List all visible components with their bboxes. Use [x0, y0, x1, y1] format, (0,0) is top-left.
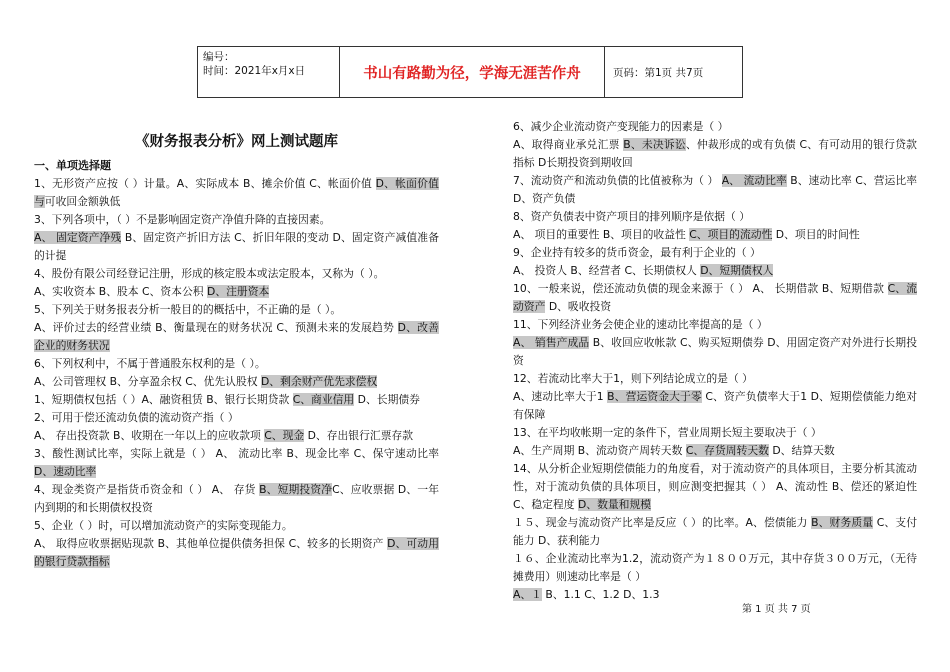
question-line [513, 424, 917, 442]
date-label: 时间：2021年x月x日 [203, 65, 306, 77]
highlighted-answer: D、短期债权人 [700, 264, 774, 277]
question-text: １５、现金与流动资产比率是反应（ ）的比率。A、偿债能力 [513, 516, 812, 529]
question-text: 1、无形资产应按（ ）计量。A、实际成本 B、摊余价值 C、帐面价值 [34, 177, 376, 190]
question-text: B、1.1 C、1.2 D、1.3 [541, 588, 660, 601]
question-line [34, 355, 439, 373]
question-text: A、评价过去的经营业绩 B、衡量现在的财务状况 C、预测未来的发展趋势 [34, 321, 398, 334]
question-text: D、项目的时间性 [772, 228, 860, 241]
question-line [513, 226, 917, 244]
question-text: A、生产周期 B、流动资产周转天数 [513, 444, 686, 457]
question-text: 5、下列关于财务报表分析一般目的的概括中，不正确的是（ ）。 [34, 303, 342, 316]
question-line [513, 136, 917, 172]
question-text: 2、可用于偿还流动负债的流动资产指（ ） [34, 411, 239, 424]
question-text: D、吸收投资 [545, 300, 612, 313]
header-table [197, 46, 743, 98]
question-line [513, 550, 917, 586]
section-heading: 一、单项选择题 [34, 159, 111, 172]
highlighted-answer: C、流动资产 [513, 282, 917, 313]
question-line [513, 586, 917, 604]
question-line [34, 409, 439, 427]
question-text: 10、一般来说，偿还流动负债的现金来源于（ ） A、 长期借款 B、短期借款 [513, 282, 888, 295]
question-line [513, 388, 917, 424]
document-title: 《财务报表分析》网上测试题库 [135, 134, 338, 150]
highlighted-answer: D、剩余财产优先求偿权 [260, 375, 378, 388]
question-line [513, 514, 917, 550]
highlighted-answer: D、改善企业的财务状况 [34, 321, 439, 352]
question-text: D、存出银行汇票存款 [304, 429, 414, 442]
question-line [34, 229, 439, 265]
question-line [34, 535, 439, 571]
question-text: A、 取得应收票据贴现款 B、其他单位提供债务担保 C、较多的长期资产 [34, 537, 388, 550]
question-text: C、支付能力 D、获利能力 [513, 516, 917, 547]
question-line [513, 172, 917, 208]
question-line [513, 280, 917, 316]
highlighted-answer: C、存货周转天数 [685, 444, 769, 457]
question-text: B、固定资产折旧方法 C、折旧年限的变动 D、固定资产减值准备的计提 [34, 231, 439, 262]
motto: 书山有路勤为径，学海无涯苦作舟 [340, 47, 605, 97]
highlighted-answer: D、速动比率 [34, 465, 97, 478]
question-line [34, 391, 439, 409]
question-text: 4、现金类资产是指货币资金和（ ） A、 存货 [34, 483, 260, 496]
highlighted-answer: A、１ [513, 588, 542, 601]
right-column [513, 118, 917, 604]
question-text: 、仲裁形成的或有负债 C、有可动用的银行贷款指标 D长期投资到期收回 [513, 138, 917, 169]
question-text: B、收回应收帐款 C、购买短期债券 D、用固定资产对外进行长期投资 [513, 336, 917, 367]
question-text: A、取得商业承兑汇票 [513, 138, 624, 151]
highlighted-answer: D、可动用的银行贷款指标 [34, 537, 439, 568]
question-text: 4、股份有限公司经登记注册，形成的核定股本或法定股本，又称为（ ）。 [34, 267, 385, 280]
question-line [34, 481, 439, 517]
page-label: 页码：第1页 共7页 [613, 66, 704, 79]
question-line [34, 427, 439, 445]
left-column [34, 122, 439, 571]
question-text: 11、下列经济业务会使企业的速动比率提高的是（ ） [513, 318, 768, 331]
question-text: A、 投资人 B、经营者 C、长期债权人 [513, 264, 701, 277]
question-line [34, 211, 439, 229]
highlighted-answer: C、现金 [264, 429, 305, 442]
question-line [34, 283, 439, 301]
question-line [34, 445, 439, 481]
question-line [513, 460, 917, 514]
highlighted-answer: B、营运资金大于零 [607, 390, 702, 403]
highlighted-answer: D、数量和规模 [577, 498, 652, 511]
question-line [513, 334, 917, 370]
highlighted-answer: D、帐面价值与 [34, 177, 439, 208]
highlighted-answer: B、短期投资净 [259, 483, 333, 496]
question-line [513, 442, 917, 460]
question-text: D、结算天数 [768, 444, 835, 457]
question-text: A、速动比率大于1 [513, 390, 608, 403]
question-text: 6、减少企业流动资产变现能力的因素是（ ） [513, 120, 729, 133]
question-line [34, 175, 439, 211]
question-text: 5、企业（ ）时，可以增加流动资产的实际变现能力。 [34, 519, 293, 532]
question-line [513, 370, 917, 388]
question-text: A、公司管理权 B、分享盈余权 C、优先认股权 [34, 375, 261, 388]
question-text: 14、从分析企业短期偿债能力的角度看，对于流动资产的具体项目，主要分析其流动性，对于流动负债的具体项目，则应测变把握其（ ） A、流动性 B、偿还的紧迫性 C、稳定程度 [513, 462, 917, 511]
question-text: D、长期债券 [354, 393, 420, 406]
question-text: 13、在平均收帐期一定的条件下，营业周期长短主要取决于（ ） [513, 426, 822, 439]
question-line [34, 319, 439, 355]
question-text: 12、若流动比率大于1，则下列结论成立的是（ ） [513, 372, 753, 385]
highlighted-answer: A、 固定资产净残 [34, 231, 122, 244]
highlighted-answer: B、未决诉讼 [623, 138, 686, 151]
question-line [34, 301, 439, 319]
highlighted-answer: D、注册资本 [207, 285, 270, 298]
highlighted-answer: C、项目的流动性 [689, 228, 773, 241]
question-text: A、实收资本 B、股本 C、资本公积 [34, 285, 207, 298]
question-line [513, 244, 917, 262]
question-text: 3、下列各项中，（ ）不是影响固定资产净值升降的直接因素。 [34, 213, 331, 226]
question-text: 8、资产负债表中资产项目的排列顺序是依据（ ） [513, 210, 751, 223]
question-text: 3、酸性测试比率，实际上就是（ ） A、 流动比率 B、现金比率 C、保守速动比率 [34, 447, 439, 460]
question-line [34, 517, 439, 535]
question-line [513, 316, 917, 334]
header-meta-cell [198, 47, 340, 97]
question-line [513, 118, 917, 136]
question-text: 可收回金额孰低 [44, 195, 121, 208]
question-text: 9、企业持有较多的货币资金，最有利于企业的（ ） [513, 246, 761, 259]
question-line [513, 262, 917, 280]
question-text: A、 项目的重要性 B、项目的收益性 [513, 228, 690, 241]
left-questions [34, 175, 439, 571]
question-text: 6、下列权利中，不属于普通股东权利的是（ ）。 [34, 357, 266, 370]
number-label: 编号： [203, 51, 235, 63]
question-text: C、应收票据 D、一年内到期的和长期债权投资 [34, 483, 439, 514]
highlighted-answer: C、商业信用 [292, 393, 355, 406]
highlighted-answer: B、财务质量 [811, 516, 874, 529]
right-questions [513, 118, 917, 604]
question-text: １６、企业流动比率为1.2，流动资产为１８００万元，其中存货３００万元，（无待摊费用）则速动比率是（ ） [513, 552, 917, 583]
question-text: A、 存出投资款 B、收期在一年以上的应收款项 [34, 429, 265, 442]
highlighted-answer: A、 流动比率 [721, 174, 787, 187]
question-text: 7、流动资产和流动负债的比值被称为（ ） [513, 174, 722, 187]
question-line [34, 265, 439, 283]
question-text: 1、短期债权包括（ ）A、融资租赁 B、银行长期贷款 [34, 393, 293, 406]
question-text: C、资产负债率大于1 D、短期偿债能力绝对有保障 [513, 390, 917, 421]
question-line [513, 208, 917, 226]
highlighted-answer: A、 销售产成品 [513, 336, 590, 349]
question-text: B、速动比率 C、营运比率 D、资产负债 [513, 174, 917, 205]
page-footer: 第 1 页 共 7 页 [742, 604, 811, 615]
question-line [34, 373, 439, 391]
